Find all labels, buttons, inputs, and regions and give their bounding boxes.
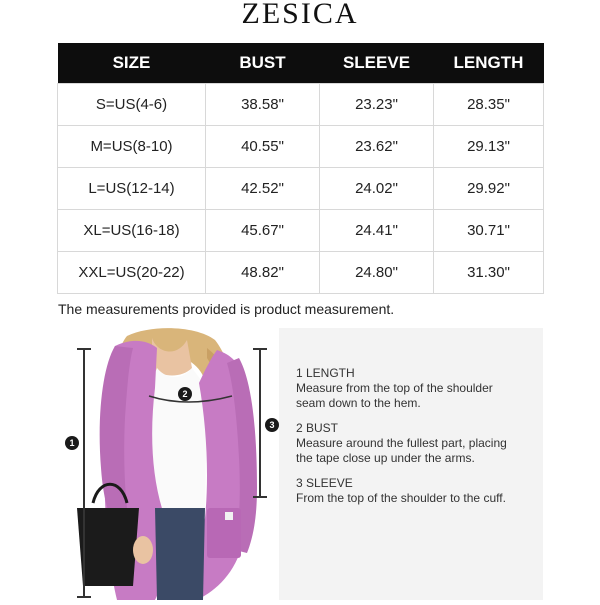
instruction-length (296, 366, 493, 411)
badge-sleeve: 3 (265, 418, 279, 432)
cell-size: XL=US(16-18) (58, 210, 206, 252)
cell-sleeve: 23.23" (320, 84, 434, 126)
header-sleeve: SLEEVE (320, 43, 434, 84)
product-photo (57, 328, 279, 600)
measurement-note: The measurements provided is product measurement. (58, 301, 395, 317)
cell-bust: 38.58" (206, 84, 320, 126)
cardigan-illustration (57, 328, 279, 600)
cell-size: XXL=US(20-22) (58, 252, 206, 294)
cell-length: 30.71" (434, 210, 544, 252)
instruction-sleeve (296, 476, 506, 506)
cell-size: S=US(4-6) (58, 84, 206, 126)
table-header-row (58, 43, 544, 84)
table-row (58, 210, 544, 252)
header-bust: BUST (206, 43, 320, 84)
instruction-text: Measure from the top of the shoulder (296, 381, 493, 395)
instruction-title: 1 LENGTH (296, 366, 355, 380)
cell-bust: 48.82" (206, 252, 320, 294)
instruction-text: the tape close up under the arms. (296, 451, 475, 465)
instruction-title: 3 SLEEVE (296, 476, 353, 490)
brand-logo: ZESICA (241, 0, 359, 30)
header-size: SIZE (58, 43, 206, 84)
table-row (58, 84, 544, 126)
badge-length: 1 (65, 436, 79, 450)
cell-sleeve: 23.62" (320, 126, 434, 168)
instruction-text: seam down to the hem. (296, 396, 421, 410)
cell-sleeve: 24.80" (320, 252, 434, 294)
badge-bust: 2 (178, 387, 192, 401)
cell-length: 29.92" (434, 168, 544, 210)
instruction-text: From the top of the shoulder to the cuff. (296, 491, 506, 505)
cell-size: M=US(8-10) (58, 126, 206, 168)
table-row (58, 126, 544, 168)
cell-size: L=US(12-14) (58, 168, 206, 210)
cell-length: 31.30" (434, 252, 544, 294)
cell-sleeve: 24.02" (320, 168, 434, 210)
table-row (58, 252, 544, 294)
instruction-bust (296, 421, 507, 466)
table-row (58, 168, 544, 210)
size-chart-table (57, 43, 544, 294)
cell-length: 28.35" (434, 84, 544, 126)
instruction-text: Measure around the fullest part, placing (296, 436, 507, 450)
cell-bust: 45.67" (206, 210, 320, 252)
measurement-instructions (279, 328, 543, 600)
header-length: LENGTH (434, 43, 544, 84)
cell-bust: 42.52" (206, 168, 320, 210)
cell-bust: 40.55" (206, 126, 320, 168)
cell-length: 29.13" (434, 126, 544, 168)
cell-sleeve: 24.41" (320, 210, 434, 252)
instruction-title: 2 BUST (296, 421, 339, 435)
